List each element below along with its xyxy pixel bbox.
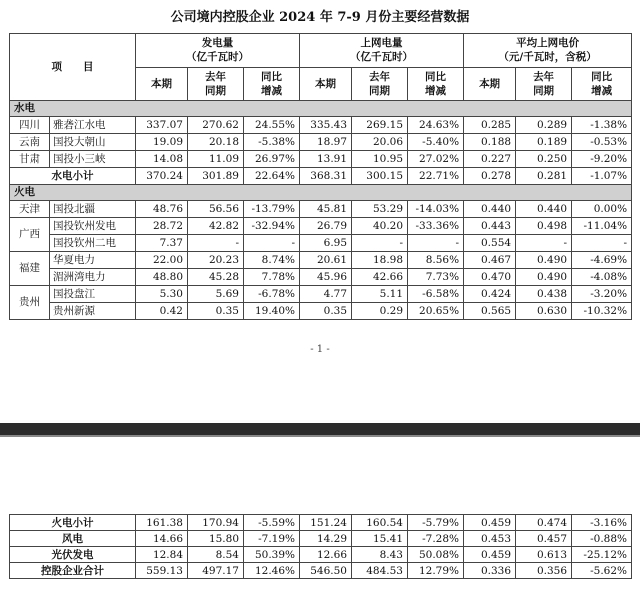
value-cell: 28.72	[136, 218, 188, 235]
value-cell: 4.77	[300, 286, 352, 303]
value-cell: -7.28%	[408, 531, 464, 547]
value-cell: -4.69%	[572, 252, 632, 269]
value-cell: 170.94	[188, 515, 244, 531]
value-cell: -	[572, 235, 632, 252]
value-cell: 0.467	[464, 252, 516, 269]
company-name: 国投钦州发电	[50, 218, 136, 235]
summary-row	[10, 531, 632, 547]
value-cell: 151.24	[300, 515, 352, 531]
value-cell: -	[408, 235, 464, 252]
value-cell: 0.613	[516, 547, 572, 563]
value-cell: 0.443	[464, 218, 516, 235]
value-cell: -32.94%	[244, 218, 300, 235]
page-title: 公司境内控股企业 2024 年 7-9 月份主要经营数据	[170, 10, 470, 25]
column-header: 本期	[464, 67, 516, 101]
value-cell: 14.08	[136, 151, 188, 168]
value-cell: 19.09	[136, 134, 188, 151]
value-cell: 0.285	[464, 117, 516, 134]
value-cell: 20.23	[188, 252, 244, 269]
value-cell: 18.98	[352, 252, 408, 269]
value-cell: 8.56%	[408, 252, 464, 269]
table-row	[10, 252, 632, 269]
region-cell: 贵州	[10, 286, 50, 320]
value-cell: -1.38%	[572, 117, 632, 134]
group-header-generation: 发电量 （亿千瓦时）	[136, 34, 300, 68]
value-cell: 22.00	[136, 252, 188, 269]
value-cell: 0.498	[516, 218, 572, 235]
summary-label: 控股企业合计	[10, 563, 136, 579]
value-cell: 0.554	[464, 235, 516, 252]
value-cell: 10.95	[352, 151, 408, 168]
value-cell: 484.53	[352, 563, 408, 579]
value-cell: 6.95	[300, 235, 352, 252]
company-name: 国投大朝山	[50, 134, 136, 151]
value-cell: 269.15	[352, 117, 408, 134]
column-header: 同比 增减	[408, 67, 464, 101]
value-cell: 0.453	[464, 531, 516, 547]
company-name: 雅砻江水电	[50, 117, 136, 134]
value-cell: 301.89	[188, 168, 244, 185]
value-cell: 0.457	[516, 531, 572, 547]
value-cell: 368.31	[300, 168, 352, 185]
summary-label: 光伏发电	[10, 547, 136, 563]
summary-table	[9, 514, 632, 579]
value-cell: -10.32%	[572, 303, 632, 320]
column-header: 同比 增减	[244, 67, 300, 101]
value-cell: 546.50	[300, 563, 352, 579]
company-name: 华夏电力	[50, 252, 136, 269]
summary-row	[10, 547, 632, 563]
value-cell: 26.97%	[244, 151, 300, 168]
value-cell: -	[516, 235, 572, 252]
region-cell: 甘肃	[10, 151, 50, 168]
value-cell: 45.28	[188, 269, 244, 286]
value-cell: 497.17	[188, 563, 244, 579]
value-cell: 15.41	[352, 531, 408, 547]
value-cell: 26.79	[300, 218, 352, 235]
value-cell: 0.00%	[572, 201, 632, 218]
value-cell: -9.20%	[572, 151, 632, 168]
column-header: 本期	[300, 67, 352, 101]
group-header-grid: 上网电量 （亿千瓦时）	[300, 34, 464, 68]
value-cell: 40.20	[352, 218, 408, 235]
value-cell: 0.459	[464, 515, 516, 531]
column-header: 同比 增减	[572, 67, 632, 101]
value-cell: -3.20%	[572, 286, 632, 303]
value-cell: 22.64%	[244, 168, 300, 185]
value-cell: 7.73%	[408, 269, 464, 286]
value-cell: 24.55%	[244, 117, 300, 134]
value-cell: -11.04%	[572, 218, 632, 235]
value-cell: 20.06	[352, 134, 408, 151]
company-name: 国投盘江	[50, 286, 136, 303]
page-number: - 1 -	[310, 344, 330, 355]
value-cell: 0.29	[352, 303, 408, 320]
company-name: 国投钦州二电	[50, 235, 136, 252]
value-cell: -4.08%	[572, 269, 632, 286]
column-header: 去年 同期	[352, 67, 408, 101]
value-cell: 0.424	[464, 286, 516, 303]
company-name: 国投小三峡	[50, 151, 136, 168]
value-cell: 0.278	[464, 168, 516, 185]
value-cell: 20.61	[300, 252, 352, 269]
value-cell: 0.289	[516, 117, 572, 134]
subtotal-label: 水电小计	[10, 168, 136, 185]
value-cell: 0.565	[464, 303, 516, 320]
value-cell: -0.88%	[572, 531, 632, 547]
value-cell: 18.97	[300, 134, 352, 151]
value-cell: -6.78%	[244, 286, 300, 303]
company-name: 湄洲湾电力	[50, 269, 136, 286]
value-cell: 0.630	[516, 303, 572, 320]
value-cell: -1.07%	[572, 168, 632, 185]
value-cell: 8.43	[352, 547, 408, 563]
category-row	[10, 101, 632, 117]
category-label: 水电	[10, 101, 632, 117]
value-cell: 0.474	[516, 515, 572, 531]
value-cell: 56.56	[188, 201, 244, 218]
company-name: 贵州新源	[50, 303, 136, 320]
page-break	[0, 423, 640, 435]
value-cell: 53.29	[352, 201, 408, 218]
value-cell: -5.38%	[244, 134, 300, 151]
value-cell: 48.80	[136, 269, 188, 286]
value-cell: 5.69	[188, 286, 244, 303]
value-cell: 0.490	[516, 252, 572, 269]
region-cell: 四川	[10, 117, 50, 134]
value-cell: 50.39%	[244, 547, 300, 563]
category-label: 火电	[10, 185, 632, 201]
value-cell: -5.62%	[572, 563, 632, 579]
value-cell: -6.58%	[408, 286, 464, 303]
value-cell: 0.189	[516, 134, 572, 151]
value-cell: 11.09	[188, 151, 244, 168]
value-cell: 8.74%	[244, 252, 300, 269]
value-cell: 45.81	[300, 201, 352, 218]
value-cell: -	[352, 235, 408, 252]
value-cell: 161.38	[136, 515, 188, 531]
value-cell: -3.16%	[572, 515, 632, 531]
value-cell: 27.02%	[408, 151, 464, 168]
value-cell: 42.82	[188, 218, 244, 235]
value-cell: 7.78%	[244, 269, 300, 286]
table-row	[10, 151, 632, 168]
value-cell: 45.96	[300, 269, 352, 286]
value-cell: -5.79%	[408, 515, 464, 531]
value-cell: 0.250	[516, 151, 572, 168]
value-cell: 0.336	[464, 563, 516, 579]
subtotal-row	[10, 168, 632, 185]
value-cell: -5.59%	[244, 515, 300, 531]
value-cell: 0.440	[464, 201, 516, 218]
value-cell: -13.79%	[244, 201, 300, 218]
value-cell: 0.35	[188, 303, 244, 320]
value-cell: 559.13	[136, 563, 188, 579]
value-cell: -	[188, 235, 244, 252]
table-row	[10, 201, 632, 218]
region-cell: 天津	[10, 201, 50, 218]
table-row	[10, 303, 632, 320]
table-row	[10, 134, 632, 151]
value-cell: 300.15	[352, 168, 408, 185]
operating-data-table	[9, 33, 632, 320]
summary-row	[10, 515, 632, 531]
value-cell: -33.36%	[408, 218, 464, 235]
region-cell: 福建	[10, 252, 50, 286]
value-cell: 14.66	[136, 531, 188, 547]
region-cell: 云南	[10, 134, 50, 151]
page-break-edge	[0, 435, 640, 437]
value-cell: 0.35	[300, 303, 352, 320]
column-header: 去年 同期	[188, 67, 244, 101]
value-cell: 0.356	[516, 563, 572, 579]
column-header: 本期	[136, 67, 188, 101]
value-cell: 12.79%	[408, 563, 464, 579]
value-cell: 14.29	[300, 531, 352, 547]
value-cell: 50.08%	[408, 547, 464, 563]
value-cell: -14.03%	[408, 201, 464, 218]
value-cell: 0.42	[136, 303, 188, 320]
value-cell: 335.43	[300, 117, 352, 134]
value-cell: 42.66	[352, 269, 408, 286]
value-cell: 20.18	[188, 134, 244, 151]
value-cell: 22.71%	[408, 168, 464, 185]
value-cell: 0.227	[464, 151, 516, 168]
value-cell: 0.438	[516, 286, 572, 303]
value-cell: 0.440	[516, 201, 572, 218]
summary-label: 火电小计	[10, 515, 136, 531]
group-header-price: 平均上网电价 （元/千瓦时，含税）	[464, 34, 632, 68]
summary-row	[10, 563, 632, 579]
value-cell: -5.40%	[408, 134, 464, 151]
value-cell: 0.459	[464, 547, 516, 563]
value-cell: 5.11	[352, 286, 408, 303]
value-cell: 12.46%	[244, 563, 300, 579]
value-cell: 24.63%	[408, 117, 464, 134]
value-cell: 0.188	[464, 134, 516, 151]
value-cell: -0.53%	[572, 134, 632, 151]
value-cell: -	[244, 235, 300, 252]
table-row	[10, 269, 632, 286]
column-header: 去年 同期	[516, 67, 572, 101]
value-cell: 337.07	[136, 117, 188, 134]
value-cell: 48.76	[136, 201, 188, 218]
value-cell: 8.54	[188, 547, 244, 563]
company-name: 国投北疆	[50, 201, 136, 218]
value-cell: 12.66	[300, 547, 352, 563]
value-cell: 20.65%	[408, 303, 464, 320]
table-row	[10, 218, 632, 235]
table-row	[10, 235, 632, 252]
value-cell: 0.470	[464, 269, 516, 286]
value-cell: -7.19%	[244, 531, 300, 547]
item-header: 项 目	[10, 34, 136, 101]
value-cell: 12.84	[136, 547, 188, 563]
value-cell: 5.30	[136, 286, 188, 303]
value-cell: 270.62	[188, 117, 244, 134]
region-cell: 广西	[10, 218, 50, 252]
category-row	[10, 185, 632, 201]
value-cell: 160.54	[352, 515, 408, 531]
summary-label: 风电	[10, 531, 136, 547]
value-cell: 0.490	[516, 269, 572, 286]
value-cell: 19.40%	[244, 303, 300, 320]
value-cell: -25.12%	[572, 547, 632, 563]
value-cell: 370.24	[136, 168, 188, 185]
value-cell: 15.80	[188, 531, 244, 547]
value-cell: 7.37	[136, 235, 188, 252]
table-row	[10, 117, 632, 134]
value-cell: 13.91	[300, 151, 352, 168]
value-cell: 0.281	[516, 168, 572, 185]
table-row	[10, 286, 632, 303]
